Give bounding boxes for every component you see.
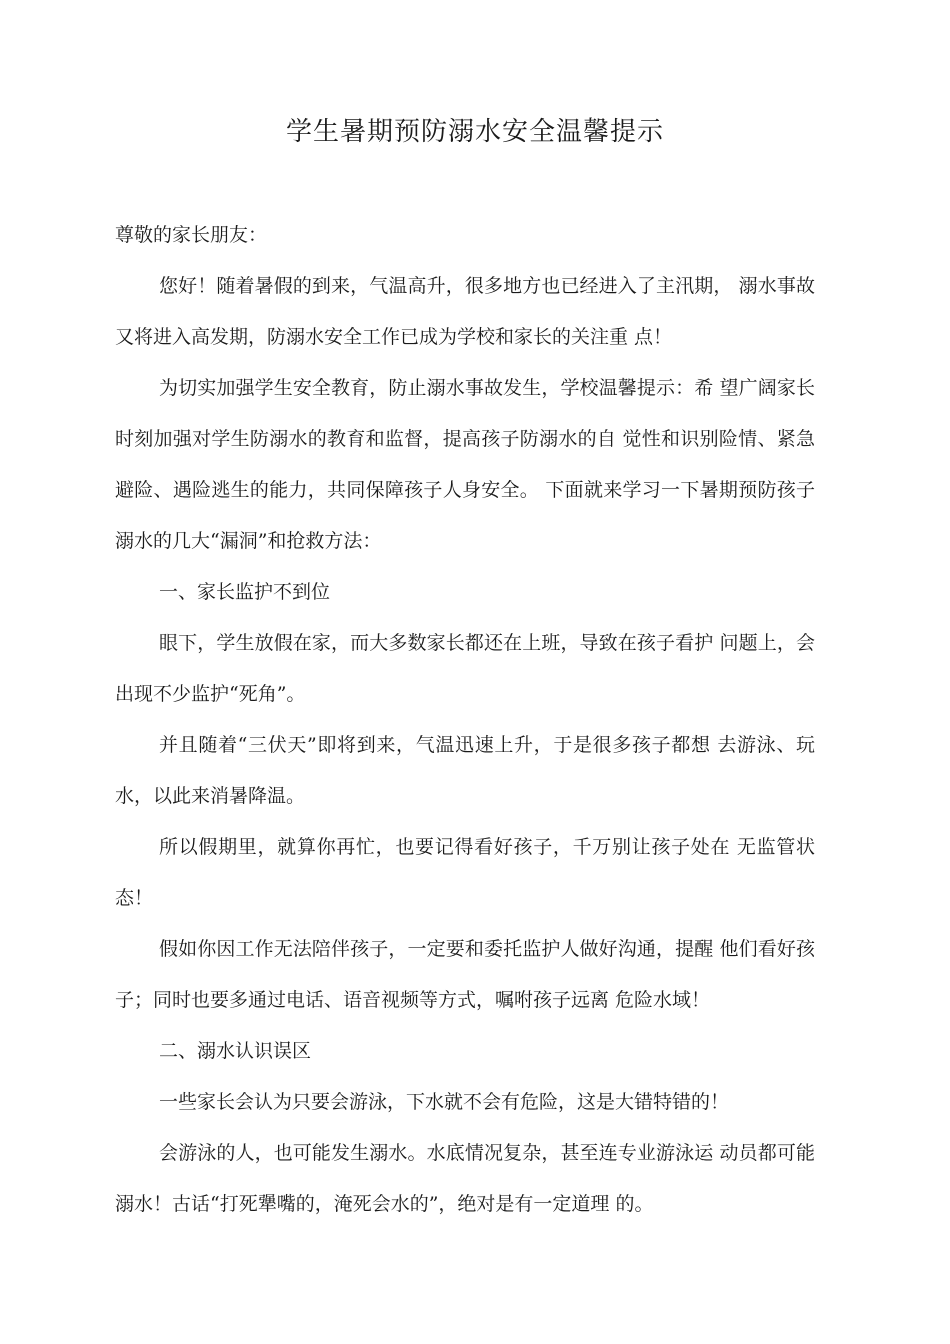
- paragraph-hot-weather: 并且随着“三伏天”即将到来，气温迅速上升，于是很多孩子都想 去游泳、玩水，以此来消暑降温。: [115, 734, 815, 807]
- paragraph-supervision-gap: 眼下，学生放假在家，而大多数家长都还在上班，导致在孩子看护 问题上，会出现不少监护“死角”。: [115, 632, 815, 705]
- document-body: [115, 210, 815, 1230]
- paragraph-guardian-communication: 假如你因工作无法陪伴孩子，一定要和委托监护人做好沟通，提醒 他们看好孩子；同时也要多通过电话、语音视频等方式，嘱咐孩子远离 危险水域！: [115, 938, 815, 1011]
- document-title: 学生暑期预防溺水安全温馨提示: [285, 117, 664, 147]
- paragraph-greeting: 您好！随着暑假的到来，气温高升，很多地方也已经进入了主汛期， 溺水事故又将进入高发期，防溺水安全工作已成为学校和家长的关注重 点！: [115, 275, 815, 348]
- paragraph-swimmers-drown: 会游泳的人，也可能发生溺水。水底情况复杂，甚至连专业游泳运 动员都可能溺水！古话“打死犟嘴的，淹死会水的”，绝对是有一定道理 的。: [115, 1142, 815, 1215]
- paragraph-watch-children: 所以假期里，就算你再忙，也要记得看好孩子，千万别让孩子处在 无监管状态！: [115, 836, 815, 909]
- section-heading-misconception: 二、溺水认识误区: [159, 1040, 312, 1062]
- paragraph-swimming-myth: 一些家长会认为只要会游泳，下水就不会有危险，这是大错特错的！: [159, 1091, 730, 1113]
- salutation: 尊敬的家长朋友：: [115, 224, 268, 246]
- section-heading-supervision: 一、家长监护不到位: [159, 581, 331, 603]
- paragraph-school-reminder: 为切实加强学生安全教育，防止溺水事故发生，学校温馨提示：希 望广阔家长时刻加强对学生防溺水的教育和监督，提高孩子防溺水的自 觉性和识别险情、紧急避险、遇险逃生的能力，共同保障孩子人身安全。 下面就来学习一下暑期预防孩子溺水的几大“漏洞”和抢救方法：: [115, 377, 815, 552]
